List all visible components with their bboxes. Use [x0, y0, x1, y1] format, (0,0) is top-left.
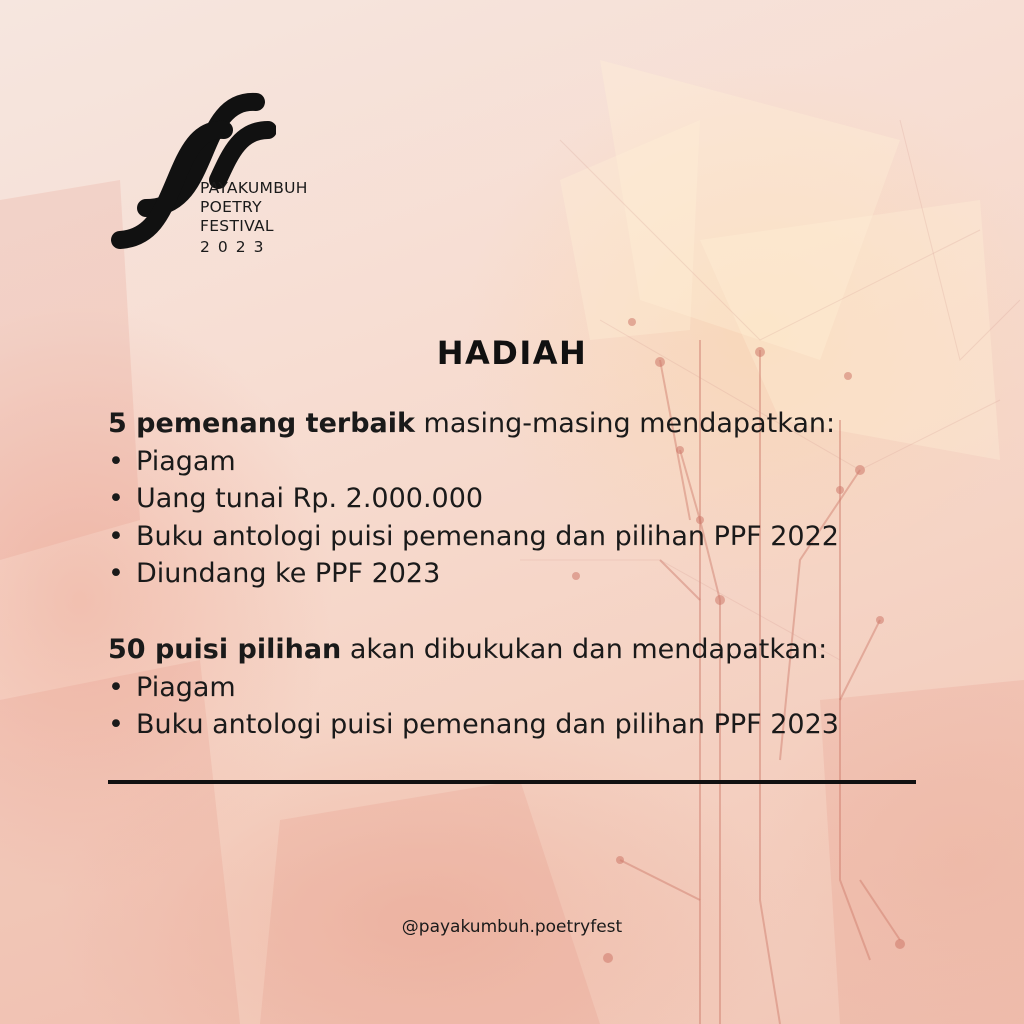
winners-lead	[108, 405, 928, 443]
bullet-icon: •	[108, 483, 124, 514]
winners-lead-rest: masing-masing mendapatkan:	[414, 408, 836, 439]
list-item	[108, 555, 928, 593]
logo-line-festival: FESTIVAL	[200, 217, 274, 235]
bullet-icon: •	[108, 671, 124, 703]
list-item	[108, 443, 928, 481]
list-item-text: Uang tunai Rp. 2.000.000	[136, 483, 484, 514]
bullet-icon: •	[108, 520, 124, 552]
winners-lead-bold: 5 pemenang terbaik	[108, 408, 415, 439]
winners-prize-section	[108, 405, 928, 593]
social-handle: @payakumbuh.poetryfest	[401, 917, 623, 937]
selected-lead-bold: 50 puisi pilihan	[108, 634, 342, 665]
list-item-text: Piagam	[136, 445, 236, 477]
bullet-icon: •	[108, 709, 124, 740]
list-item-text: Buku antologi puisi pemenang dan pilihan PPF 2023	[136, 709, 839, 740]
selected-lead	[108, 631, 928, 669]
divider	[108, 780, 916, 784]
festival-logo	[106, 90, 346, 260]
bullet-icon: •	[108, 558, 124, 589]
selected-poems-section	[108, 631, 928, 744]
logo-line-poetry: POETRY	[200, 198, 262, 216]
bullet-icon: •	[108, 445, 124, 477]
page-heading: HADIAH	[436, 334, 588, 372]
logo-year: 2023	[200, 238, 272, 256]
list-item	[108, 706, 928, 744]
logo-line-payakumbuh: PAYAKUMBUH	[200, 179, 308, 197]
list-item	[108, 518, 928, 556]
list-item-text: Piagam	[136, 671, 236, 703]
list-item-text: Diundang ke PPF 2023	[136, 558, 441, 589]
selected-lead-rest: akan dibukukan dan mendapatkan:	[341, 634, 828, 665]
list-item-text: Buku antologi puisi pemenang dan pilihan PPF 2022	[136, 520, 839, 552]
list-item	[108, 480, 928, 518]
list-item	[108, 669, 928, 707]
